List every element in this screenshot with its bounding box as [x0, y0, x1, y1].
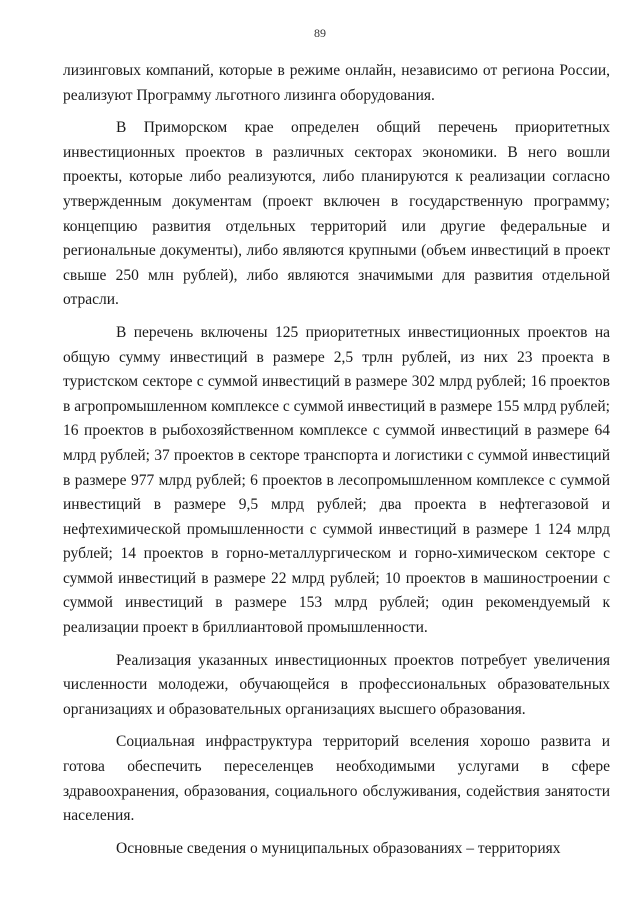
paragraph-4: Реализация указанных инвестиционных проектов потребует увеличения численности молодежи, обучающейся в профессиональных образовательных организациях и образовательных организациях высшего образования.: [63, 651, 610, 718]
paragraph-3: В перечень включены 125 приоритетных инвестиционных проектов на общую сумму инвестиций в размере 2,5 трлн рублей, из них 23 проекта в туристском секторе с суммой инвестиций в размере 302 млрд рублей; 16 проектов в агропромышленном комплексе с суммой инвестиций в размере 155 млрд рублей; 16 проектов в рыбохозяйственном комплексе с суммой инвестиций в размере 64 млрд рублей; 37 проектов в секторе транспорта и логистики с суммой инвестиций в размере 977 млрд рублей; 6 проектов в лесопромышленном комплексе с суммой инвестиций в размере 9,5 млрд рублей; два проекта в нефтегазовой и нефтехимической промышленности с суммой инвестиций в размере 1 124 млрд рублей; 14 проектов в горно-металлургическом и горно-химическом секторе с суммой инвестиций в размере 22 млрд рублей; 10 проектов в машиностроении с суммой инвестиций в размере 153 млрд рублей; один рекомендуемый к реализации проект в бриллиантовой промышленности.: [63, 323, 610, 637]
paragraph-1: лизинговых компаний, которые в режиме онлайн, независимо от региона России, реализуют Программу льготного лизинга оборудования.: [63, 62, 610, 104]
paragraph-6: Основные сведения о муниципальных образованиях – территориях: [116, 839, 561, 857]
document-body: [63, 59, 610, 869]
paragraph-5: Социальная инфраструктура территорий вселения хорошо развита и готова обеспечить переселенцев необходимыми услугами в сфере здравоохранения, образования, социального обслуживания, содействия занятости населения.: [63, 733, 610, 825]
page-number: 89: [314, 26, 326, 40]
paragraph-2: В Приморском крае определен общий перечень приоритетных инвестиционных проектов в различных секторах экономики. В него вошли проекты, которые либо реализуются, либо планируются к реализации согласно утвержденным документам (проект включен в государственную программу; концепцию развития отдельных территорий или другие федеральные и региональные документы), либо являются крупными (объем инвестиций в проект свыше 250 млн рублей), либо являются значимыми для развития отдельной отрасли.: [63, 119, 610, 309]
